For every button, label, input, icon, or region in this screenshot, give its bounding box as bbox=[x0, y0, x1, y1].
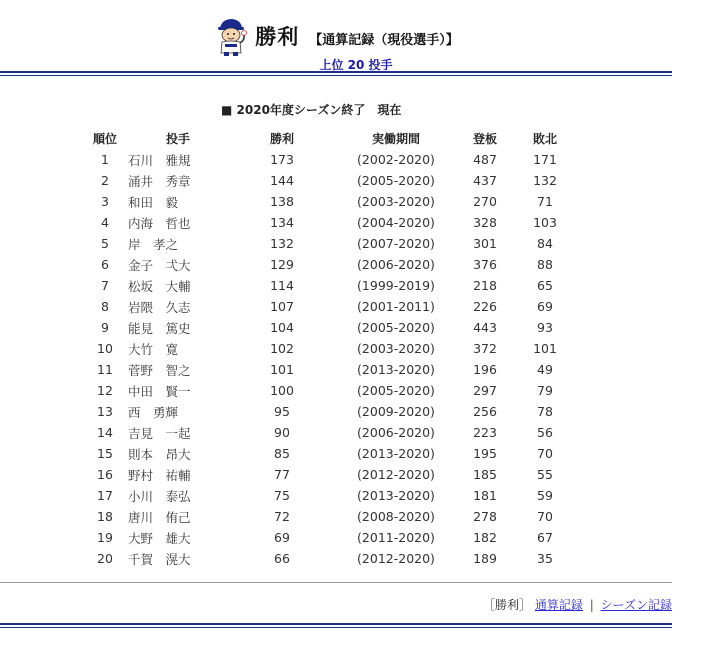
cell-rank: 18 bbox=[97, 509, 113, 524]
cell-name: 金子 弌大 bbox=[128, 257, 191, 273]
column-header-name: 投手 bbox=[165, 132, 190, 146]
page-subtitle: 上位 20 投手 bbox=[319, 58, 393, 72]
cell-wins: 69 bbox=[274, 530, 290, 545]
cell-name: 小川 泰弘 bbox=[128, 488, 191, 504]
cell-period: (2005-2020) bbox=[357, 320, 435, 335]
cell-losses: 71 bbox=[537, 194, 553, 209]
table-row bbox=[88, 359, 576, 380]
cell-games: 443 bbox=[473, 320, 497, 335]
cell-wins: 104 bbox=[270, 320, 294, 335]
cell-rank: 12 bbox=[97, 383, 113, 398]
cell-rank: 3 bbox=[101, 194, 109, 209]
footer-separator: | bbox=[589, 598, 594, 612]
cell-wins: 107 bbox=[270, 299, 294, 314]
cell-wins: 77 bbox=[274, 467, 290, 482]
cell-wins: 75 bbox=[274, 488, 290, 503]
cell-name: 松坂 大輔 bbox=[128, 278, 191, 294]
cell-losses: 93 bbox=[537, 320, 553, 335]
cell-period: (2011-2020) bbox=[357, 530, 435, 545]
cell-losses: 55 bbox=[537, 467, 553, 482]
cell-games: 256 bbox=[473, 404, 497, 419]
table-row bbox=[88, 527, 576, 548]
cell-games: 437 bbox=[473, 173, 497, 188]
column-header-period: 実働期間 bbox=[371, 132, 420, 146]
cell-rank: 19 bbox=[97, 530, 113, 545]
cell-rank: 10 bbox=[97, 341, 113, 356]
bottom-divider bbox=[0, 623, 672, 628]
cell-games: 270 bbox=[473, 194, 497, 209]
cell-losses: 79 bbox=[537, 383, 553, 398]
cell-period: (2012-2020) bbox=[357, 551, 435, 566]
cell-losses: 70 bbox=[537, 509, 553, 524]
cell-wins: 134 bbox=[270, 215, 294, 230]
cell-wins: 144 bbox=[270, 173, 294, 188]
footer-link-career-records[interactable]: 通算記録 bbox=[534, 598, 583, 612]
cell-rank: 16 bbox=[97, 467, 113, 482]
cell-name: 能見 篤史 bbox=[128, 320, 191, 336]
cell-name: 大竹 寛 bbox=[128, 341, 179, 357]
cell-wins: 173 bbox=[270, 152, 294, 167]
cell-games: 185 bbox=[473, 467, 497, 482]
cell-losses: 78 bbox=[537, 404, 553, 419]
cell-rank: 11 bbox=[97, 362, 113, 377]
cell-name: 岸 孝之 bbox=[128, 236, 179, 252]
cell-games: 189 bbox=[473, 551, 497, 566]
column-header-rank: 順位 bbox=[92, 132, 117, 146]
records-table bbox=[88, 128, 576, 569]
footer-current-section: ［勝利］ bbox=[483, 598, 532, 612]
table-row bbox=[88, 401, 576, 422]
cell-name: 則本 昂大 bbox=[128, 446, 191, 462]
cell-losses: 69 bbox=[537, 299, 553, 314]
cell-period: (2009-2020) bbox=[357, 404, 435, 419]
cell-name: 岩隈 久志 bbox=[128, 299, 191, 315]
cell-games: 376 bbox=[473, 257, 497, 272]
cell-rank: 5 bbox=[101, 236, 109, 251]
cell-rank: 4 bbox=[101, 215, 109, 230]
page-title: 勝利 bbox=[255, 25, 300, 49]
season-label: ■ 2020年度シーズン終了 現在 bbox=[221, 103, 402, 117]
cell-period: (2008-2020) bbox=[357, 509, 435, 524]
cell-rank: 1 bbox=[101, 152, 109, 167]
cell-name: 和田 毅 bbox=[128, 194, 179, 210]
cell-losses: 70 bbox=[537, 446, 553, 461]
cell-rank: 13 bbox=[97, 404, 113, 419]
cell-games: 218 bbox=[473, 278, 497, 293]
cell-period: (1999-2019) bbox=[357, 278, 435, 293]
cell-losses: 67 bbox=[537, 530, 553, 545]
cell-period: (2007-2020) bbox=[357, 236, 435, 251]
cell-wins: 102 bbox=[270, 341, 294, 356]
cell-name: 千賀 滉大 bbox=[128, 551, 191, 567]
cell-losses: 171 bbox=[533, 152, 557, 167]
cell-period: (2013-2020) bbox=[357, 488, 435, 503]
cell-losses: 59 bbox=[537, 488, 553, 503]
cell-wins: 95 bbox=[274, 404, 290, 419]
cell-wins: 100 bbox=[270, 383, 294, 398]
cell-games: 223 bbox=[473, 425, 497, 440]
footer-link-season-records[interactable]: シーズン記録 bbox=[600, 598, 672, 612]
cell-games: 278 bbox=[473, 509, 497, 524]
table-row bbox=[88, 317, 576, 338]
cell-period: (2006-2020) bbox=[357, 425, 435, 440]
cell-losses: 49 bbox=[537, 362, 553, 377]
cell-games: 297 bbox=[473, 383, 497, 398]
cell-wins: 90 bbox=[274, 425, 290, 440]
table-row bbox=[88, 170, 576, 191]
cell-wins: 72 bbox=[274, 509, 290, 524]
cell-losses: 88 bbox=[537, 257, 553, 272]
records-table-body bbox=[88, 149, 576, 569]
cell-period: (2005-2020) bbox=[357, 173, 435, 188]
cell-losses: 56 bbox=[537, 425, 553, 440]
cell-games: 487 bbox=[473, 152, 497, 167]
title-line bbox=[0, 16, 672, 56]
table-row bbox=[88, 506, 576, 527]
top-divider bbox=[0, 71, 672, 76]
table-row bbox=[88, 254, 576, 275]
table-row bbox=[88, 422, 576, 443]
cell-name: 唐川 侑己 bbox=[128, 509, 191, 525]
cell-wins: 129 bbox=[270, 257, 294, 272]
column-header-losses: 敗北 bbox=[532, 132, 557, 146]
table-header-row bbox=[88, 128, 576, 149]
cell-name: 西 勇輝 bbox=[128, 404, 179, 420]
cell-period: (2003-2020) bbox=[357, 194, 435, 209]
cell-rank: 9 bbox=[101, 320, 109, 335]
table-row bbox=[88, 338, 576, 359]
cell-rank: 17 bbox=[97, 488, 113, 503]
cell-name: 野村 祐輔 bbox=[128, 467, 191, 483]
cell-period: (2013-2020) bbox=[357, 362, 435, 377]
footer-nav bbox=[483, 596, 672, 613]
cell-period: (2006-2020) bbox=[357, 257, 435, 272]
cell-games: 182 bbox=[473, 530, 497, 545]
cell-rank: 14 bbox=[97, 425, 113, 440]
page-header bbox=[0, 16, 672, 73]
cell-rank: 6 bbox=[101, 257, 109, 272]
middle-divider bbox=[0, 582, 672, 583]
table-row bbox=[88, 443, 576, 464]
cell-period: (2005-2020) bbox=[357, 383, 435, 398]
cell-losses: 84 bbox=[537, 236, 553, 251]
cell-wins: 114 bbox=[270, 278, 294, 293]
table-row bbox=[88, 380, 576, 401]
cell-wins: 132 bbox=[270, 236, 294, 251]
cell-losses: 65 bbox=[537, 278, 553, 293]
cell-period: (2002-2020) bbox=[357, 152, 435, 167]
cell-name: 内海 哲也 bbox=[128, 215, 191, 231]
table-row bbox=[88, 548, 576, 569]
baseball-player-mascot-icon bbox=[213, 16, 247, 56]
cell-losses: 101 bbox=[533, 341, 557, 356]
table-row bbox=[88, 464, 576, 485]
cell-wins: 101 bbox=[270, 362, 294, 377]
cell-period: (2003-2020) bbox=[357, 341, 435, 356]
table-row bbox=[88, 191, 576, 212]
cell-rank: 7 bbox=[101, 278, 109, 293]
cell-losses: 132 bbox=[533, 173, 557, 188]
table-row bbox=[88, 149, 576, 170]
cell-losses: 35 bbox=[537, 551, 553, 566]
cell-name: 大野 雄大 bbox=[128, 530, 191, 546]
cell-losses: 103 bbox=[533, 215, 557, 230]
cell-games: 181 bbox=[473, 488, 497, 503]
cell-name: 石川 雅規 bbox=[128, 152, 191, 168]
cell-rank: 15 bbox=[97, 446, 113, 461]
cell-games: 226 bbox=[473, 299, 497, 314]
cell-period: (2001-2011) bbox=[357, 299, 435, 314]
cell-rank: 2 bbox=[101, 173, 109, 188]
cell-name: 菅野 智之 bbox=[128, 362, 191, 378]
cell-wins: 66 bbox=[274, 551, 290, 566]
table-row bbox=[88, 296, 576, 317]
cell-games: 301 bbox=[473, 236, 497, 251]
column-header-wins: 勝利 bbox=[269, 132, 294, 146]
page-title-sub: 【通算記録（現役選手）】 bbox=[309, 32, 459, 48]
cell-period: (2012-2020) bbox=[357, 467, 435, 482]
cell-period: (2004-2020) bbox=[357, 215, 435, 230]
table-row bbox=[88, 233, 576, 254]
cell-rank: 20 bbox=[97, 551, 113, 566]
cell-name: 涌井 秀章 bbox=[128, 173, 191, 189]
cell-games: 372 bbox=[473, 341, 497, 356]
table-row bbox=[88, 485, 576, 506]
table-row bbox=[88, 275, 576, 296]
column-header-games: 登板 bbox=[472, 132, 497, 146]
cell-name: 中田 賢一 bbox=[128, 383, 191, 399]
table-row bbox=[88, 212, 576, 233]
cell-games: 196 bbox=[473, 362, 497, 377]
cell-games: 328 bbox=[473, 215, 497, 230]
cell-rank: 8 bbox=[101, 299, 109, 314]
cell-period: (2013-2020) bbox=[357, 446, 435, 461]
cell-wins: 85 bbox=[274, 446, 290, 461]
cell-name: 吉見 一起 bbox=[128, 425, 191, 441]
cell-wins: 138 bbox=[270, 194, 294, 209]
cell-games: 195 bbox=[473, 446, 497, 461]
